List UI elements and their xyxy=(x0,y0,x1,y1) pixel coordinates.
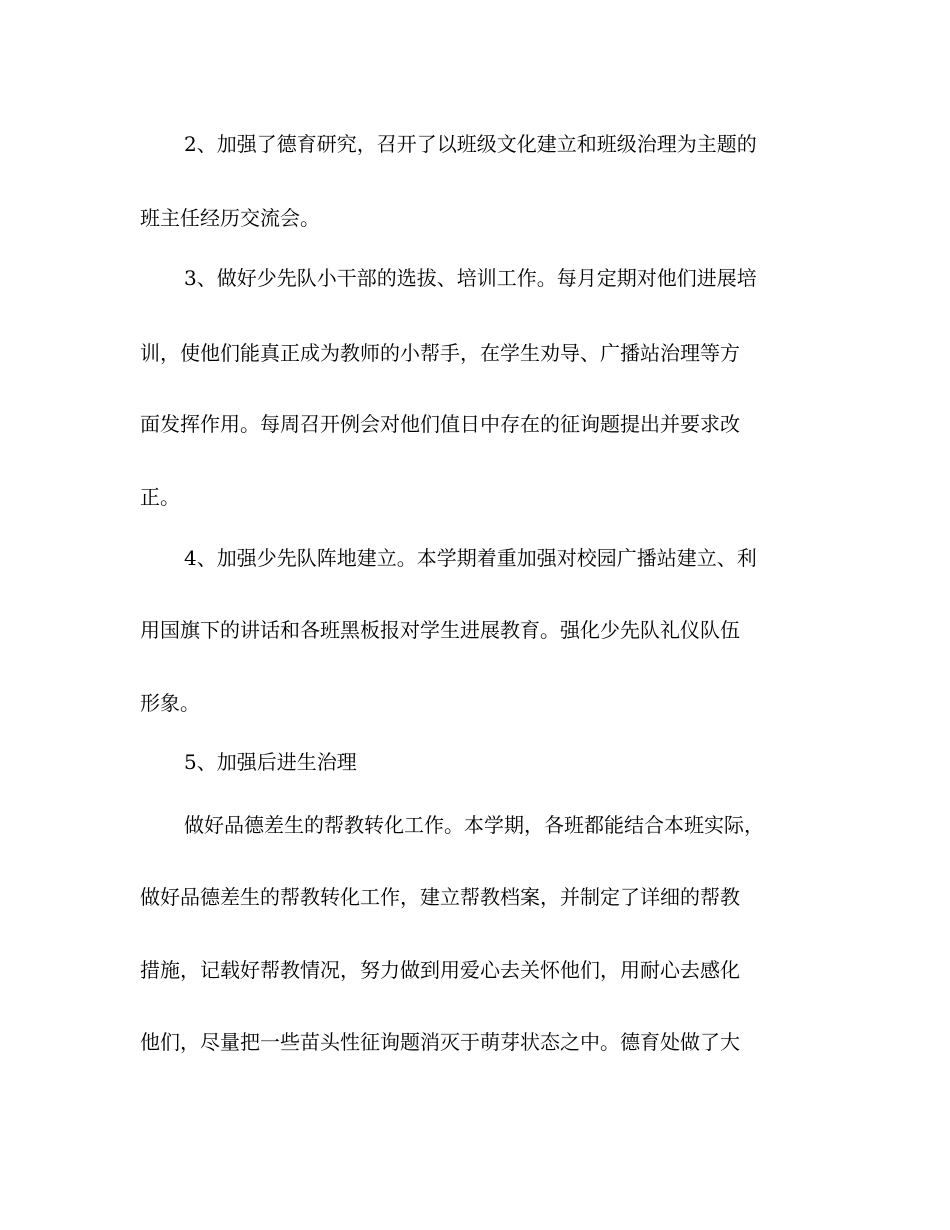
paragraph-5-line-4: 他们，尽量把一些苗头性征询题消灭于萌芽状态之中。德育处做了大 xyxy=(140,1030,740,1054)
paragraph-5-line-3: 措施，记载好帮教情况，努力做到用爱心去关怀他们，用耐心去感化 xyxy=(140,958,740,982)
section-5-heading: 5、加强后进生治理 xyxy=(184,750,357,774)
paragraph-4-line-2: 用国旗下的讲话和各班黑板报对学生进展教育。强化少先队礼仪队伍 xyxy=(140,618,740,642)
paragraph-2-line-2: 班主任经历交流会。 xyxy=(140,206,320,230)
paragraph-3-line-4: 正。 xyxy=(140,485,180,509)
paragraph-3-line-3: 面发挥作用。每周召开例会对他们值日中存在的征询题提出并要求改 xyxy=(140,412,740,436)
paragraph-2-line-1: 2、加强了德育研究，召开了以班级文化建立和班级治理为主题的 xyxy=(184,132,757,156)
paragraph-5-line-2: 做好品德差生的帮教转化工作，建立帮教档案，并制定了详细的帮教 xyxy=(140,885,740,909)
paragraph-4-line-1: 4、加强少先队阵地建立。本学期着重加强对校园广播站建立、利 xyxy=(184,546,757,570)
paragraph-3-line-2: 训，使他们能真正成为教师的小帮手，在学生劝导、广播站治理等方 xyxy=(140,341,740,365)
paragraph-5-line-1: 做好品德差生的帮教转化工作。本学期，各班都能结合本班实际， xyxy=(184,813,764,837)
paragraph-3-line-1: 3、做好少先队小干部的选拔、培训工作。每月定期对他们进展培 xyxy=(184,266,757,290)
paragraph-4-line-3: 形象。 xyxy=(140,691,200,715)
